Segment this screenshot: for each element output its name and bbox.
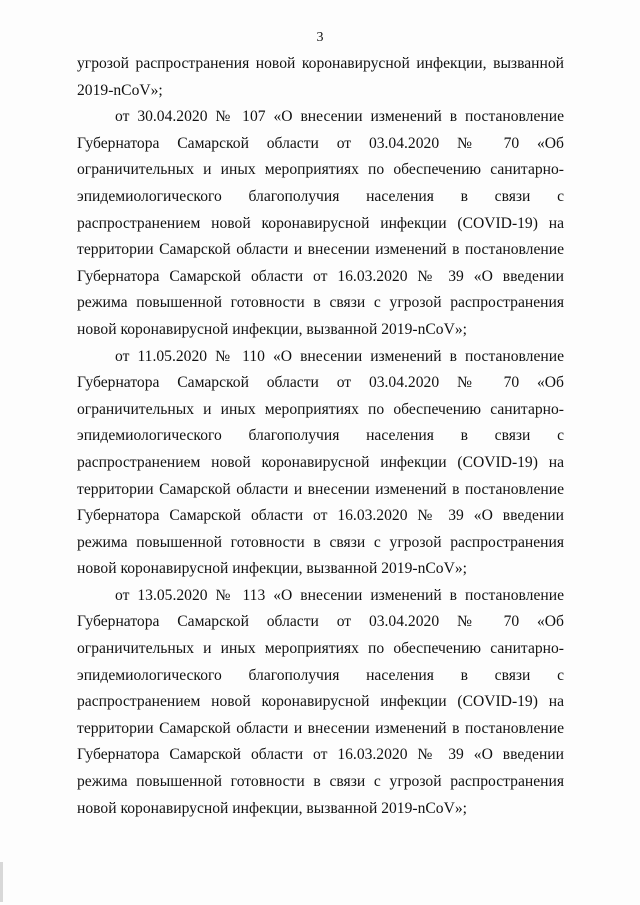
document-body xyxy=(77,51,564,822)
paragraph-continuation: угрозой распространения новой коронавирусной инфекции, вызванной 2019-nCoV»; xyxy=(77,55,564,99)
paragraph-decree-113: от 13.05.2020 № 113 «О внесении изменений в постановление Губернатора Самарской области от 03.04.2020 № 70 «Об ограничительных и иных мероприятиях по обеспечению санитарно-эпидемиологического благополучия населения в связи с распространением новой коронавирусной инфекции (COVID-19) на территории Самарской области и внесении изменений в постановление Губернатора Самарской области от 16.03.2020 № 39 «О введении режима повышенной готовности в связи с угрозой распространения новой коронавирусной инфекции, вызванной 2019-nCoV»; xyxy=(77,586,564,817)
paragraph-decree-107: от 30.04.2020 № 107 «О внесении изменений в постановление Губернатора Самарской области от 03.04.2020 № 70 «Об ограничительных и иных мероприятиях по обеспечению санитарно-эпидемиологического благополучия населения в связи с распространением новой коронавирусной инфекции (COVID-19) на территории Самарской области и внесении изменений в постановление Губернатора Самарской области от 16.03.2020 № 39 «О введении режима повышенной готовности в связи с угрозой распространения новой коронавирусной инфекции, вызванной 2019-nCoV»; xyxy=(77,108,564,338)
paragraph-decree-110: от 11.05.2020 № 110 «О внесении изменений в постановление Губернатора Самарской области от 03.04.2020 № 70 «Об ограничительных и иных мероприятиях по обеспечению санитарно-эпидемиологического благополучия населения в связи с распространением новой коронавирусной инфекции (COVID-19) на территории Самарской области и внесении изменений в постановление Губернатора Самарской области от 16.03.2020 № 39 «О введении режима повышенной готовности в связи с угрозой распространения новой коронавирусной инфекции, вызванной 2019-nCoV»; xyxy=(77,347,564,578)
page-number: 3 xyxy=(316,30,324,45)
scan-edge-mark xyxy=(0,862,3,902)
